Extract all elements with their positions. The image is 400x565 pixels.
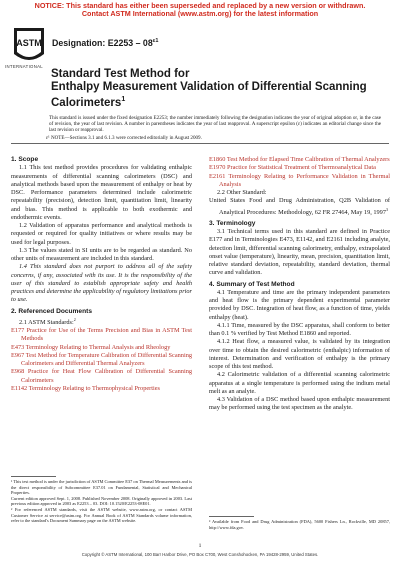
designation-text: Designation: E2253 – 08 — [52, 38, 153, 48]
para-4-2: 4.2 Calorimetric validation of a differential scanning calorimetric apparatus at a single temperature is performed using the indium metal melt as an analyte. — [209, 371, 390, 395]
ref-e2161[interactable]: E2161 Terminology Relating to Performance Validation in Thermal Analysis — [209, 172, 390, 188]
ref-e967[interactable]: E967 Test Method for Temperature Calibration of Differential Scanning Calorimeters and Differential Thermal Analyzers — [11, 351, 192, 368]
astm-logo-icon — [11, 24, 47, 68]
para-4-1-1: 4.1.1 Time, measured by the DSC apparatus, shall conform to better than 0.1 % verified by Test Method E1860 and reported. — [209, 321, 390, 338]
ref-e1860[interactable]: E1860 Test Method for Elapsed Time Calibration of Thermal Analyzers — [209, 156, 390, 163]
ref-e1970[interactable]: E1970 Practice for Statistical Treatment of Thermoanalytical Data — [209, 164, 376, 172]
para-1-4: 1.4 This standard does not purport to address all of the safety concerns, if any, associated with its use. It is the responsibility of the user of this standard to establish appropriate safety and health practices and determine the applicability of regulatory limitations prior to use. — [11, 263, 192, 304]
page-number: 1 — [198, 543, 202, 549]
editorial-note: ε¹ NOTE—Sections 3.1 and 6.1.3 were corrected editorially in August 2009. — [46, 135, 202, 141]
footnote-3: ³ Available from Food and Drug Administration (FDA), 5600 Fishers Ln., Rockville, MD 20857, http://www.fda.gov. — [209, 519, 390, 530]
para-4-1: 4.1 Temperature and time are the primary independent parameters and heat flow is the primary dependent experimental parameter provided by DSC. Integration of heat flow, as a function of time, yields enthalpy (heat). — [209, 288, 390, 321]
notice-line-1: NOTICE: This standard has either been superseded and replaced by a new version or withdrawn. — [34, 1, 366, 10]
ref-e473[interactable]: E473 Terminology Relating to Thermal Analysis and Rheology — [11, 343, 171, 351]
supersede-notice — [0, 0, 400, 18]
footnote-1b: Current edition approved Sept. 1, 2008. Published November 2008. Originally approved in 2003. Last previous edition approved in 2003 as E2253 – 03. DOI: 10.1520/E2253-08E01. — [11, 495, 192, 507]
para-3-1: 3.1 Technical terms used in this standard are defined in Practice E177 and in Terminologies E473, E1142, and E2161 including analyte, detection limit, differential scanning calorimetry, enthalpy, extrapolated onset value (temperature), linearity, mean, precision, quantitation limit, relative standard deviation, repeatability, standard deviation, thermal curve and validation. — [209, 228, 390, 277]
section-3-heading: 3. Terminology — [209, 219, 256, 227]
title-line-3: Calorimeters$^1$ — [51, 95, 126, 109]
svg-text:ASTM: ASTM — [16, 38, 42, 48]
footnote-2: ² For referenced ASTM standards, visit the ASTM website, www.astm.org, or contact ASTM Customer Service at service@astm.org. For Annual Book of ASTM Standards volume information, refer to the standard's Document Summary page on the ASTM website. — [11, 506, 192, 524]
title-line-2: Enthalpy Measurement Validation of Differential Scanning — [51, 80, 367, 93]
issuance-statement: This standard is issued under the fixed designation E2253; the number immediately following the designation indicates the year of original adoption or, in the case of revision, the year of last revision. A number in parentheses indicates the year of last reapproval. A superscript epsilon (ε) indicates an editorial change since the last revision or reapproval. — [49, 115, 381, 133]
notice-line-2: Contact ASTM International (www.astm.org) for the latest information — [81, 9, 319, 18]
title-line-1: Standard Test Method for — [51, 68, 190, 80]
designation — [52, 38, 158, 48]
section-1-heading: 1. Scope — [11, 156, 39, 163]
footnote-left — [11, 479, 192, 524]
footnote-divider-left — [11, 476, 56, 477]
right-column — [209, 156, 390, 413]
header-divider — [11, 143, 389, 144]
section-4-heading: 4. Summary of Test Method — [209, 280, 295, 288]
logo-caption: INTERNATIONAL — [5, 64, 43, 69]
ref-e968[interactable]: E968 Practice for Heat Flow Calibration of Differential Scanning Calorimeters — [11, 368, 192, 384]
section-2-heading: 2. Referenced Documents — [11, 307, 92, 315]
ref-e177[interactable]: E177 Practice for Use of the Terms Precision and Bias in ASTM Test Methods — [11, 327, 192, 343]
para-2-2: 2.2 Other Standard: — [217, 189, 267, 196]
copyright-footer: Copyright © ASTM International, 100 Barr Harbor Drive, PO Box C700, West Conshohocken, PA 19428-2959, United States. — [81, 552, 319, 557]
document-title — [51, 68, 371, 109]
left-column — [11, 156, 192, 393]
footnote-divider-right — [209, 516, 254, 517]
para-4-1-2: 4.1.2 Heat flow, a measured value, is validated by its integration over time to obtain the desired calorimetric (enthalpic) information of interest. Determination and verification of enthalpy is the primary scope of this test method. — [209, 338, 390, 371]
para-2-1: 2.1 ASTM Standards:$^2$ — [19, 316, 76, 326]
para-1-3: 1.3 The values stated in SI units are to be regarded as standard. No other units of measurement are included in this standard. — [11, 246, 192, 262]
designation-superscript: ε1 — [152, 38, 159, 45]
footnote-1: ¹ This test method is under the jurisdiction of ASTM Committee E37 on Thermal Measurements and is the direct responsibility of Subcommittee E37.01 on Fundamental, Statistical and Mechanical Properties. — [11, 479, 192, 496]
para-4-3: 4.3 Validation of a DSC method based upon enthalpic measurement may be performed using the test specimen as the analyte. — [209, 396, 390, 412]
para-1-1: 1.1 This test method provides procedures for validating enthalpic measurements of differential scanning calorimeters (DSC) and analytical methods based upon the measurement of enthalpy or heat by DSC. Performance parameters determined include calorimetric repeatability (precision), detection limit, quantitation limit, linearity and bias. This method is applicable to both exothermic and endothermic events. — [11, 164, 192, 221]
ref-e1142[interactable]: E1142 Terminology Relating to Thermophysical Properties — [11, 384, 160, 392]
other-standard: United States Food and Drug Administration, Q2B Validation of Analytical Procedures: Methodology, 62 FR 27464, May 19, 1997$^3$ — [209, 197, 390, 216]
para-1-2: 1.2 Validation of apparatus performance and analytical methods is requested or required for quality initiatives or where results may be used for legal purposes. — [11, 222, 192, 246]
